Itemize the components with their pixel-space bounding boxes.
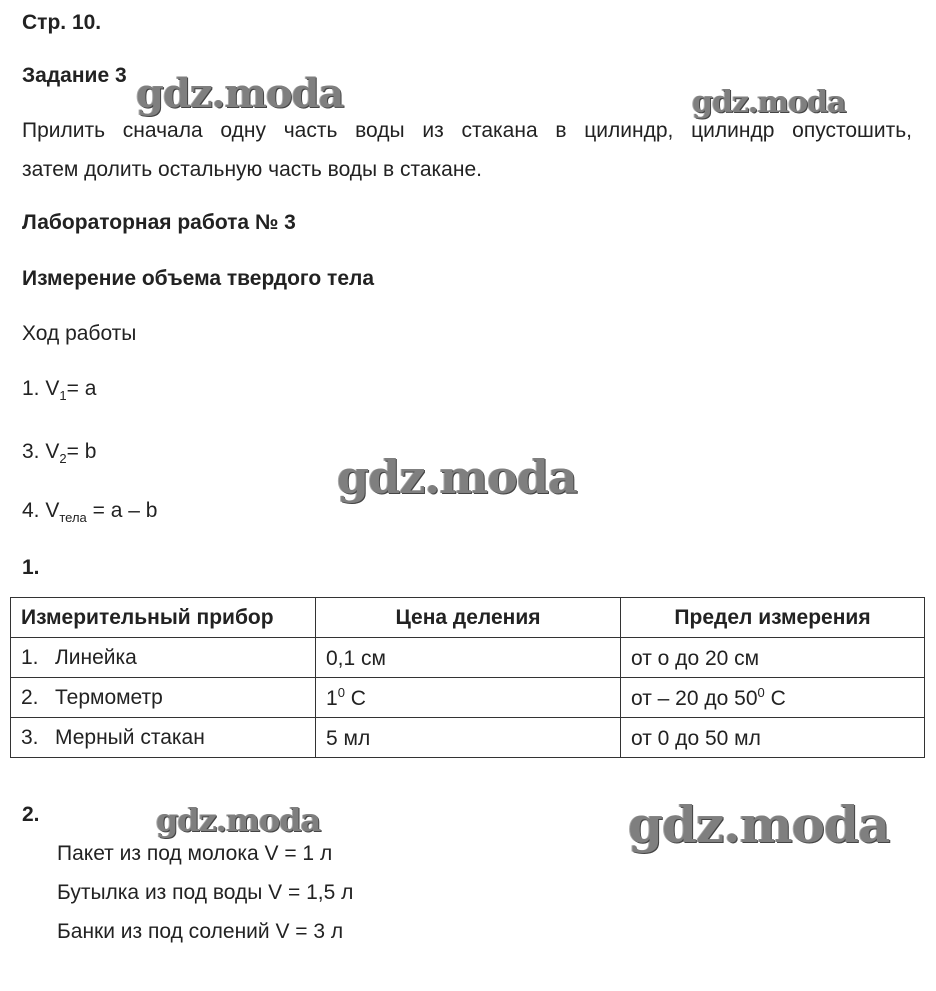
list-item: Банки из под солений V = 3 л bbox=[57, 920, 344, 943]
instruments-table bbox=[10, 597, 925, 758]
division-cell: 5 мл bbox=[316, 718, 621, 758]
watermark: gdz.moda bbox=[628, 795, 890, 854]
progress-label: Ход работы bbox=[22, 322, 137, 345]
limit-cell: от 0 до 50 мл bbox=[621, 718, 925, 758]
table-row bbox=[11, 678, 925, 718]
limit-cell: от – 20 до $50^0$ С bbox=[621, 678, 925, 718]
task-text-line-2: затем долить остальную часть воды в стакане. bbox=[22, 158, 482, 181]
column-header: Цена деления bbox=[316, 598, 621, 638]
step-item: 1. $V_1= a$ bbox=[22, 377, 97, 404]
division-cell: 0,1 см bbox=[316, 638, 621, 678]
lab-title: Лабораторная работа № 3 bbox=[22, 211, 296, 234]
watermark: gdz.moda bbox=[337, 450, 577, 504]
division-cell: $1^0$ С bbox=[316, 678, 621, 718]
task-heading: Задание 3 bbox=[22, 64, 127, 87]
limit-cell: от о до 20 см bbox=[621, 638, 925, 678]
list-item: Пакет из под молока V = 1 л bbox=[57, 842, 333, 865]
lab-subtitle: Измерение объема твердого тела bbox=[22, 267, 375, 290]
section-2-number: 2. bbox=[22, 803, 40, 826]
watermark: gdz.moda bbox=[692, 85, 846, 120]
watermark: gdz.moda bbox=[136, 70, 344, 117]
column-header: Предел измерения bbox=[621, 598, 925, 638]
table-row bbox=[11, 718, 925, 758]
table-row bbox=[11, 638, 925, 678]
list-item: Бутылка из под воды V = 1,5 л bbox=[57, 881, 354, 904]
device-cell: 2. Термометр bbox=[11, 678, 316, 718]
page-label: Стр. 10. bbox=[22, 11, 102, 34]
watermark: gdz.moda bbox=[156, 801, 321, 839]
step-item: 3. $V_2= b$ bbox=[22, 440, 97, 467]
table-header-row bbox=[11, 598, 925, 638]
task-text-line-1: Прилить сначала одну часть воды из стакана в цилиндр, цилиндр опустошить, bbox=[22, 119, 912, 142]
column-header: Измерительный прибор bbox=[11, 598, 316, 638]
step-item: 4. $V_{тела} = a - b$ bbox=[22, 499, 158, 526]
device-cell: 1. Линейка bbox=[11, 638, 316, 678]
section-1-number: 1. bbox=[22, 556, 40, 579]
device-cell: 3. Мерный стакан bbox=[11, 718, 316, 758]
